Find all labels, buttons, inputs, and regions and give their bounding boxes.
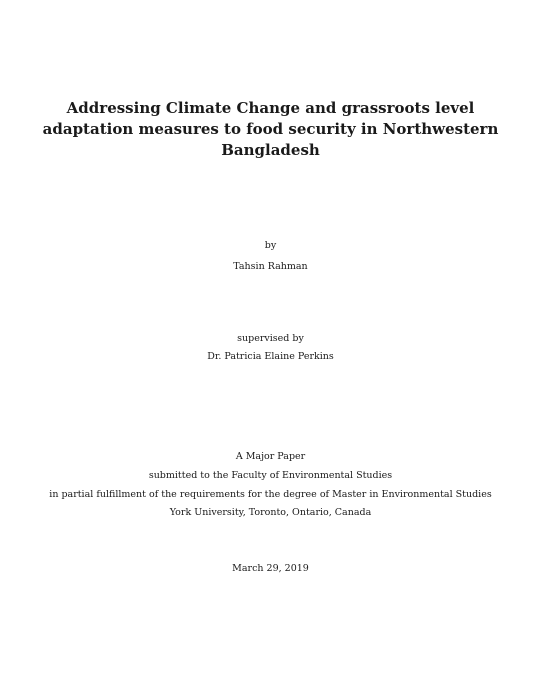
institution: York University, Toronto, Ontario, Canada [169,507,372,518]
author-name: Tahsin Rahman [233,261,308,272]
title-line-1: Addressing Climate Change and grassroots level [66,99,475,117]
submitted-to: submitted to the Faculty of Environmental Studies [148,470,393,481]
paper-title [40,98,501,161]
degree-fulfillment: in partial fulfillment of the requirements for the degree of Master in Environmental Studies [49,489,492,500]
submission-date: March 29, 2019 [232,563,309,574]
title-line-3: Bangladesh [221,141,320,159]
by-label: by [264,240,277,251]
title-line-2: adaptation measures to food security in Northwestern [42,120,499,138]
paper-type: A Major Paper [235,451,306,462]
supervised-by-label: supervised by [237,333,304,344]
supervisor-name: Dr. Patricia Elaine Perkins [207,351,334,362]
